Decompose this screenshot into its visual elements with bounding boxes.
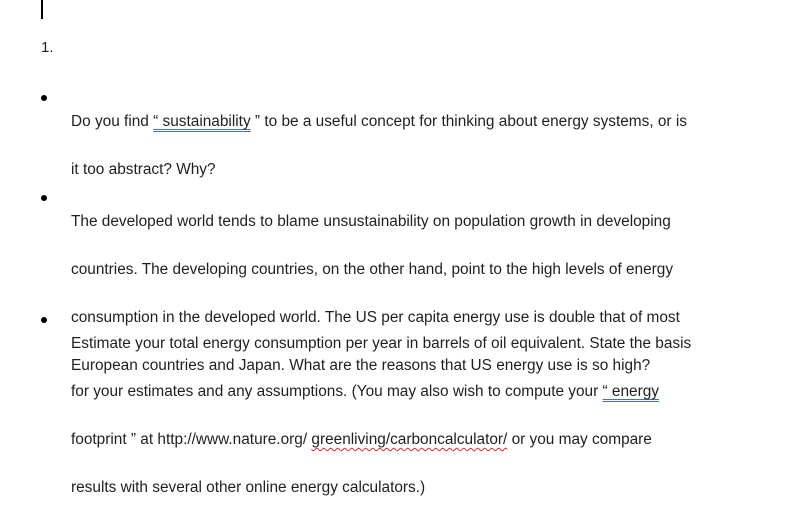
text-line (71, 158, 761, 182)
text-line: countries. The developing countries, on the other hand, point to the high levels of energy (71, 261, 674, 278)
text-line (71, 428, 761, 452)
bullet-icon (41, 317, 47, 323)
grammar-flagged-text[interactable]: “ sustainability (153, 113, 251, 130)
text-line: The developed world tends to blame unsustainability on population growth in developing (71, 213, 671, 230)
grammar-flagged-text[interactable]: “ energy (602, 383, 659, 400)
text-line: Estimate your total energy consumption per year in barrels of oil equivalent. State the basis (71, 335, 692, 352)
text-run: ” to be a useful concept for thinking about energy systems, or is (250, 113, 687, 130)
text-run: for your estimates and any assumptions. (You may also wish to compute your (71, 383, 603, 400)
text-line (71, 380, 761, 404)
text-run: or you may compare (507, 431, 652, 448)
spelling-flagged-text[interactable]: greenliving/carboncalculator/ (311, 431, 508, 448)
text-run: Do you find (71, 113, 154, 130)
text-cursor (41, 0, 43, 19)
text-run: it too abstract? Why? (71, 161, 216, 178)
text-run: footprint ” at http://www.nature.org/ (71, 431, 312, 448)
text-line: results with several other online energy calculators.) (71, 479, 426, 496)
bullet-icon (41, 95, 47, 101)
bullet-icon (41, 195, 47, 201)
text-line: European countries and Japan. What are the reasons that US energy use is so high? (71, 357, 651, 374)
text-line: consumption in the developed world. The US per capita energy use is double that of most (71, 309, 680, 326)
list-number: 1. (41, 39, 54, 56)
question-text (71, 308, 761, 524)
text-line (71, 110, 761, 134)
